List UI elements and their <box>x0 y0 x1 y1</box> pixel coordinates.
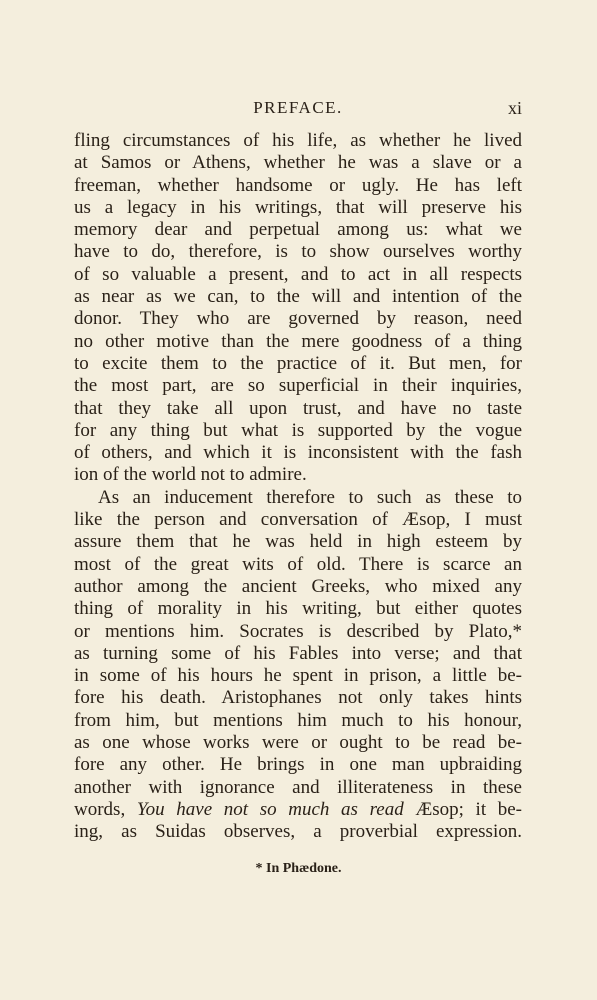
text-line: the most part, are so superficial in their inquiries, <box>74 375 522 397</box>
text-line: have to do, therefore, is to show ourselves worthy <box>74 241 522 263</box>
page-number: xi <box>507 98 522 118</box>
text-line: no other motive than the mere goodness of a thing <box>74 330 522 352</box>
text-segment: Æsop; it be- <box>403 798 522 820</box>
text-line: author among the ancient Greeks, who mixed any <box>74 575 522 597</box>
text-line: to excite them to the practice of it. But men, for <box>74 352 522 374</box>
text-line: from him, but mentions him much to his honour, <box>74 709 522 731</box>
text-line: like the person and conversation of Æsop, I must <box>74 509 522 531</box>
text-line: assure them that he was held in high esteem by <box>74 531 522 553</box>
text-line: memory dear and perpetual among us: what we <box>74 219 522 241</box>
text-line: fling circumstances of his life, as whether he lived <box>74 130 522 151</box>
body-text <box>74 130 522 844</box>
text-segment: words, <box>74 798 137 820</box>
text-line: in some of his hours he spent in prison, a little be- <box>74 665 522 687</box>
text-line: donor. They who are governed by reason, need <box>74 308 522 330</box>
text-line: for any thing but what is supported by the vogue <box>74 419 522 441</box>
text-line: or mentions him. Socrates is described by Plato,* <box>74 620 522 642</box>
running-title: PREFACE. <box>253 98 343 117</box>
text-line: that they take all upon trust, and have no taste <box>74 397 522 419</box>
text-line: of others, and which it is inconsistent with the fash <box>74 442 522 464</box>
text-line: freeman, whether handsome or ugly. He has left <box>74 174 522 196</box>
text-line: as turning some of his Fables into verse; and that <box>74 642 522 664</box>
paragraph-end-line: ion of the world not to admire. <box>74 464 307 486</box>
text-line: thing of morality in his writing, but either quotes <box>74 598 522 620</box>
paragraph-start-line: As an inducement therefore to such as these to <box>98 486 522 508</box>
text-line: us a legacy in his writings, that will preserve his <box>74 196 522 218</box>
footnote: * In Phædone. <box>255 861 342 876</box>
text-line: at Samos or Athens, whether he was a slave or a <box>74 152 522 174</box>
text-line: fore any other. He brings in one man upbraiding <box>74 754 522 776</box>
italic-quote: You have not so much as read <box>136 798 404 820</box>
text-line-with-italic <box>74 799 522 821</box>
text-line: fore his death. Aristophanes not only takes hints <box>74 687 522 709</box>
text-line: as near as we can, to the will and intention of the <box>74 286 522 308</box>
text-line: ing, as Suidas observes, a proverbial expression. <box>74 821 522 843</box>
running-head <box>74 98 522 120</box>
text-line: of so valuable a present, and to act in all respects <box>74 263 522 285</box>
text-line: as one whose works were or ought to be read be- <box>74 732 522 754</box>
text-line: another with ignorance and illiterateness in these <box>74 776 522 798</box>
text-line: most of the great wits of old. There is scarce an <box>74 553 522 575</box>
